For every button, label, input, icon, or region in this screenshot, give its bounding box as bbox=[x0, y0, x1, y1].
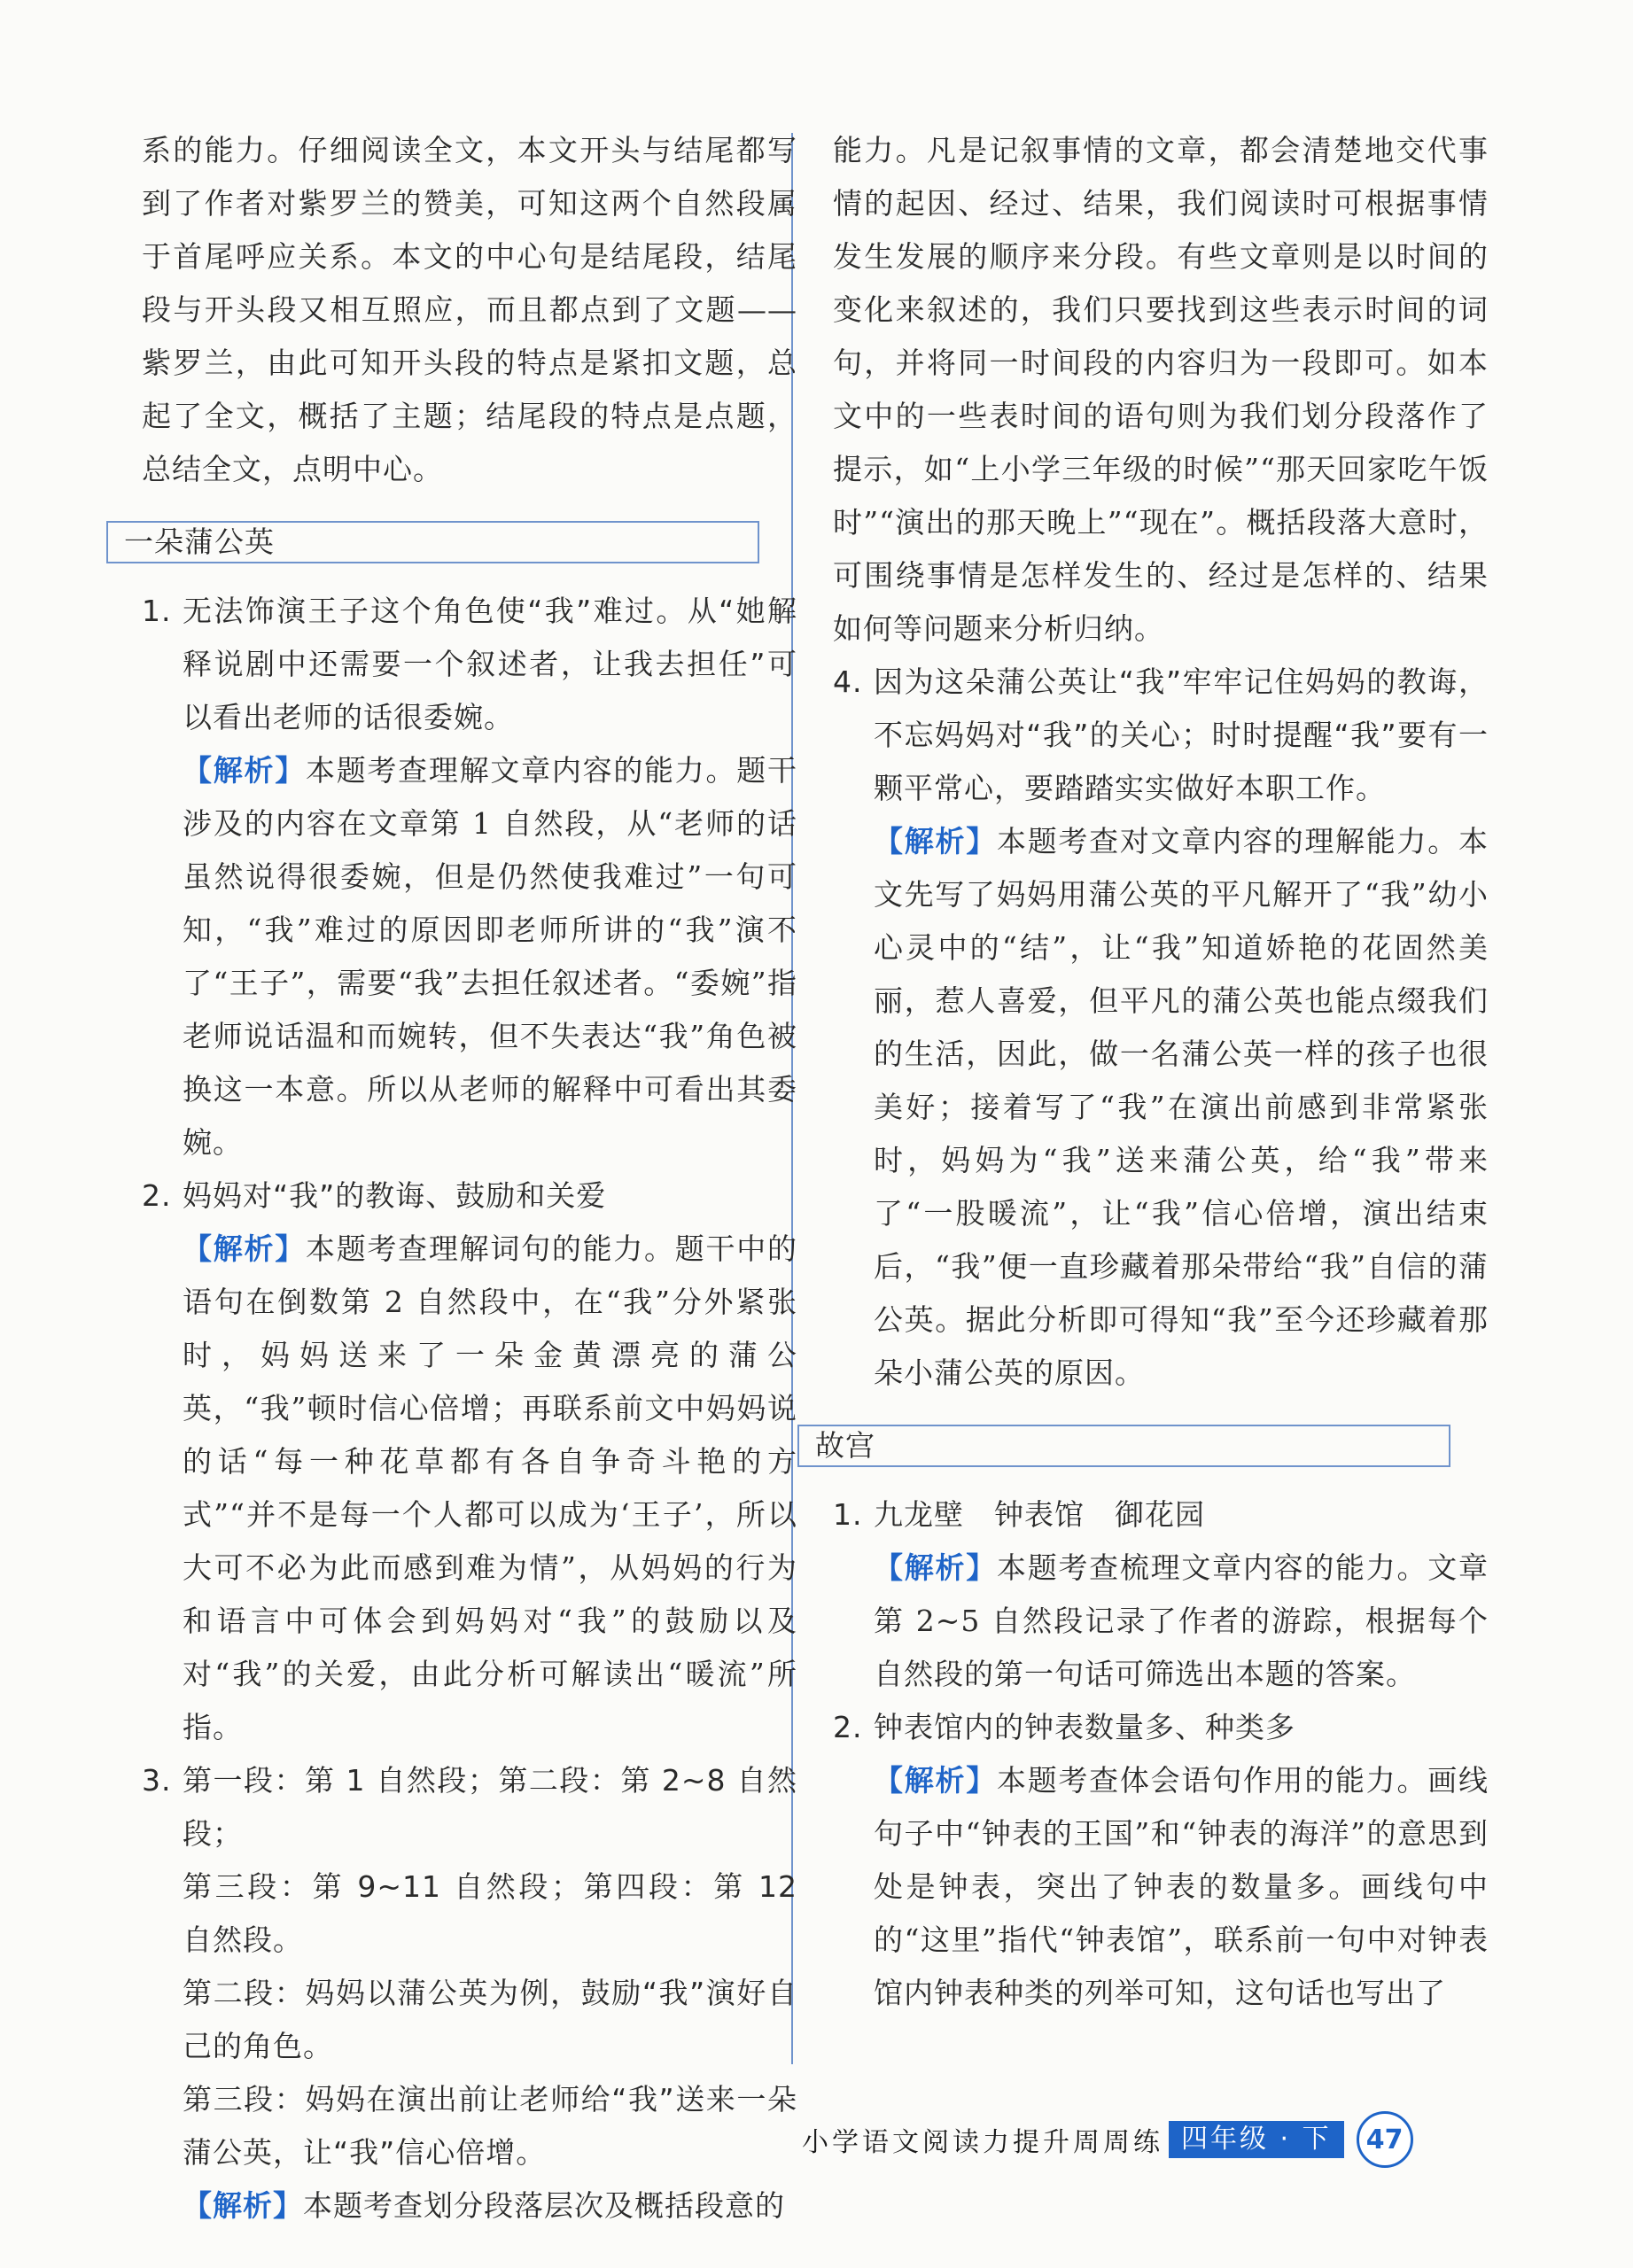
page-number: 47 bbox=[1357, 2111, 1413, 2168]
grade-badge: 四年级 · 下 bbox=[1169, 2121, 1344, 2158]
analysis-text: 本题考查理解词句的能力。题干中的语句在倒数第 2 自然段中，在“我”分外紧张时，妈妈送来了一朵金黄漂亮的蒲公英，“我”顿时信心倍增；再联系前文中妈妈说的话“每一种花草都有各自争奇斗艳的方式”“并不是每一个人都可以成为‘王子’，所以大可不必为此而感到难为情”，从妈妈的行为和语言中可体会到妈妈对“我”的鼓励以及对“我”的关爱，由此分析可解读出“暖流”所指。 bbox=[183, 1231, 798, 1744]
answer-text: 钟表馆内的钟表数量多、种类多 bbox=[874, 1710, 1295, 1744]
analysis-text: 本题考查理解文章内容的能力。题干涉及的内容在文章第 1 自然段，从“老师的话虽然说得很委婉，但是仍然使我难过”一句可知，“我”难过的原因即老师所讲的“我”演不了“王子”，需要“我”去担任叙述者。“委婉”指老师说话温和而婉转，但不失表达“我”角色被换这一本意。所以从老师的解释中可看出其委婉。 bbox=[183, 753, 798, 1160]
analysis-block bbox=[874, 1542, 1489, 1701]
answer-text: 无法饰演王子这个角色使“我”难过。从“她解释说剧中还需要一个叙述者，让我去担任”可以看出老师的话很委婉。 bbox=[183, 594, 797, 734]
section-title-dandelion: 一朵蒲公英 bbox=[106, 521, 759, 563]
question-4 bbox=[833, 656, 1489, 1400]
question-number: 1. bbox=[833, 1497, 863, 1532]
analysis-block bbox=[874, 1754, 1489, 2020]
analysis-block bbox=[183, 744, 797, 1169]
analysis-block bbox=[874, 815, 1489, 1400]
analysis-tag: 【解析】 bbox=[183, 1231, 306, 1266]
section-title-palace: 故宫 bbox=[797, 1425, 1450, 1467]
analysis-tag: 【解析】 bbox=[874, 1550, 997, 1585]
answer-text: 因为这朵蒲公英让“我”牢牢记住妈妈的教诲，不忘妈妈对“我”的关心；时时提醒“我”要有一颗平常心，要踏踏实实做好本职工作。 bbox=[874, 664, 1489, 805]
question-1 bbox=[142, 585, 797, 1169]
analysis-block bbox=[183, 1223, 797, 1754]
book-title: 小学语文阅读力提升周周练 bbox=[802, 2127, 1163, 2158]
intro-paragraph: 系的能力。仔细阅读全文，本文开头与结尾都写到了作者对紫罗兰的赞美，可知这两个自然段属于首尾呼应关系。本文的中心句是结尾段，结尾段与开头段又相互照应，而且都点到了文题——紫罗兰，由此可知开头段的特点是紧扣文题，总起了全文，概括了主题；结尾段的特点是点题，总结全文，点明中心。 bbox=[142, 133, 797, 486]
answer-line-c: 第二段：妈妈以蒲公英为例，鼓励“我”演好自己的角色。 bbox=[183, 1976, 797, 2063]
analysis-text: 本题考查体会语句作用的能力。画线句子中“钟表的王国”和“钟表的海洋”的意思到处是钟表，突出了钟表的数量多。画线句中的“这里”指代“钟表馆”，联系前一句中对钟表馆内钟表种类的列举可知，这句话也写出了 bbox=[874, 1763, 1489, 2010]
analysis-text: 本题考查梳理文章内容的能力。文章第 2~5 自然段记录了作者的游踪，根据每个自然段的第一句话可筛选出本题的答案。 bbox=[874, 1550, 1489, 1691]
question-3 bbox=[142, 1754, 797, 2233]
question-number: 2. bbox=[833, 1710, 863, 1744]
question-2 bbox=[142, 1169, 797, 1754]
question-number: 3. bbox=[142, 1763, 172, 1798]
palace-question-2 bbox=[833, 1701, 1489, 2020]
continued-analysis: 能力。凡是记叙事情的文章，都会清楚地交代事情的起因、经过、结果，我们阅读时可根据事情发生发展的顺序来分段。有些文章则是以时间的变化来叙述的，我们只要找到这些表示时间的词句，并将同一时间段的内容归为一段即可。如本文中的一些表时间的语句则为我们划分段落作了提示，如“上小学三年级的时候”“那天回家吃午饭时”“演出的那天晚上”“现在”。概括段落大意时，可围绕事情是怎样发生的、经过是怎样的、结果如何等问题来分析归纳。 bbox=[833, 133, 1489, 646]
analysis-tag: 【解析】 bbox=[183, 753, 306, 788]
question-number: 1. bbox=[142, 594, 172, 628]
question-number: 2. bbox=[142, 1178, 172, 1213]
left-column bbox=[124, 124, 798, 2233]
analysis-tag: 【解析】 bbox=[183, 2188, 303, 2223]
analysis-text: 本题考查对文章内容的理解能力。本文先写了妈妈用蒲公英的平凡解开了“我”幼小心灵中的“结”，让“我”知道娇艳的花固然美丽，惹人喜爱，但平凡的蒲公英也能点缀我们的生活，因此，做一名蒲公英一样的孩子也很美好；接着写了“我”在演出前感到非常紧张时，妈妈为“我”送来蒲公英，给“我”带来了“一股暖流”，让“我”信心倍增，演出结束后，“我”便一直珍藏着那朵带给“我”自信的蒲公英。据此分析即可得知“我”至今还珍藏着那朵小蒲公英的原因。 bbox=[874, 824, 1489, 1390]
question-number: 4. bbox=[833, 664, 863, 699]
answer-line-d: 第三段：妈妈在演出前让老师给“我”送来一朵蒲公英，让“我”信心倍增。 bbox=[183, 2082, 797, 2170]
answer-text: 九龙壁 钟表馆 御花园 bbox=[874, 1497, 1205, 1532]
answer-line-a: 第一段：第 1 自然段；第二段：第 2~8 自然段； bbox=[183, 1763, 797, 1851]
answer-text: 妈妈对“我”的教诲、鼓励和关爱 bbox=[183, 1178, 607, 1213]
analysis-text: 本题考查划分段落层次及概括段意的 bbox=[303, 2188, 785, 2223]
answer-line-b: 第三段：第 9~11 自然段；第四段：第 12 自然段。 bbox=[183, 1869, 797, 1957]
analysis-block bbox=[183, 2179, 797, 2233]
palace-question-1 bbox=[833, 1488, 1489, 1701]
analysis-tag: 【解析】 bbox=[874, 1763, 997, 1798]
page-footer bbox=[802, 2113, 1413, 2166]
right-column bbox=[815, 124, 1489, 2020]
analysis-tag: 【解析】 bbox=[874, 824, 997, 858]
